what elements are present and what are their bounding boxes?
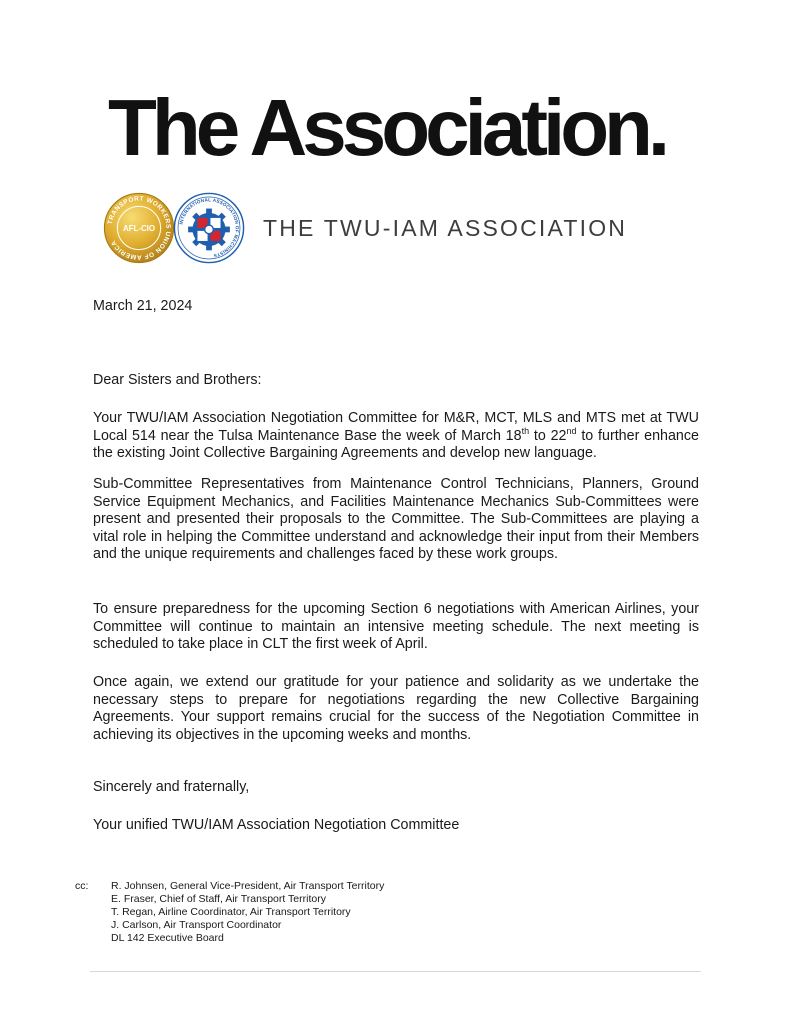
paragraph-1-part-b: to 22: [529, 427, 567, 444]
cc-recipient-list: [111, 880, 384, 945]
paragraph-1-part-a: Your TWU/IAM Association Negotiation Committee for M&R, MCT, MLS and MTS met at TWU Local 514 near the Tulsa Maintenance Base the week of March 18: [93, 410, 699, 444]
letter-date: March 21, 2024: [93, 298, 193, 314]
letter-signature: Your unified TWU/IAM Association Negotiation Committee: [93, 817, 460, 833]
paragraph-1: [93, 410, 699, 463]
superscript-th: th: [521, 425, 530, 436]
cc-recipient: DL 142 Executive Board: [111, 932, 224, 944]
twu-seal-logo: [103, 192, 175, 264]
letter-closing: Sincerely and fraternally,: [93, 779, 250, 795]
letter-greeting: Dear Sisters and Brothers:: [93, 372, 262, 388]
twu-seal-center-text: AFL-CIO: [122, 223, 156, 233]
organization-subtitle: THE TWU-IAM ASSOCIATION: [263, 215, 628, 241]
cc-recipient: T. Regan, Airline Coordinator, Air Transport Territory: [111, 906, 351, 918]
superscript-nd: nd: [566, 425, 577, 436]
paragraph-4: Once again, we extend our gratitude for your patience and solidarity as we undertake the necessary steps to prepare for negotiations regarding the new Collective Bargaining Agreements. Your support remains crucial for the success of the Negotiation Committee in achieving its objectives in the upcoming weeks and months.: [93, 674, 699, 743]
twu-seal-ring-text: TRANSPORT WORKERS UNION OF AMERICA: [106, 195, 172, 261]
cc-recipient: E. Fraser, Chief of Staff, Air Transport Territory: [111, 893, 326, 905]
cc-label: cc:: [75, 880, 89, 892]
paragraph-2: Sub-Committee Representatives from Maintenance Control Technicians, Planners, Ground Service Equipment Mechanics, and Facilities Maintenance Mechanics Sub-Committees were present and presented their proposals to the Committee. The Sub-Committees are playing a vital role in helping the Committee understand and acknowledge their input from their Members and the unique requirements and challenges faced by these work groups.: [93, 476, 699, 563]
cc-recipient: J. Carlson, Air Transport Coordinator: [111, 919, 282, 931]
cc-recipient: R. Johnsen, General Vice-President, Air Transport Territory: [111, 880, 385, 892]
iam-seal-logo: [173, 192, 245, 264]
paragraph-3: To ensure preparedness for the upcoming Section 6 negotiations with American Airlines, your Committee will continue to maintain an intensive meeting schedule. The next meeting is scheduled to take place in CLT the first week of April.: [93, 601, 699, 653]
paragraph-1-part-c: to further enhance the existing Joint Collective Bargaining Agreements and develop new language.: [93, 427, 699, 462]
association-wordmark: The Association.: [108, 83, 666, 172]
footer-divider: [90, 971, 701, 972]
iam-seal-ring-text: INTERNATIONAL ASSOCIATION OF MACHINISTS: [178, 197, 240, 259]
